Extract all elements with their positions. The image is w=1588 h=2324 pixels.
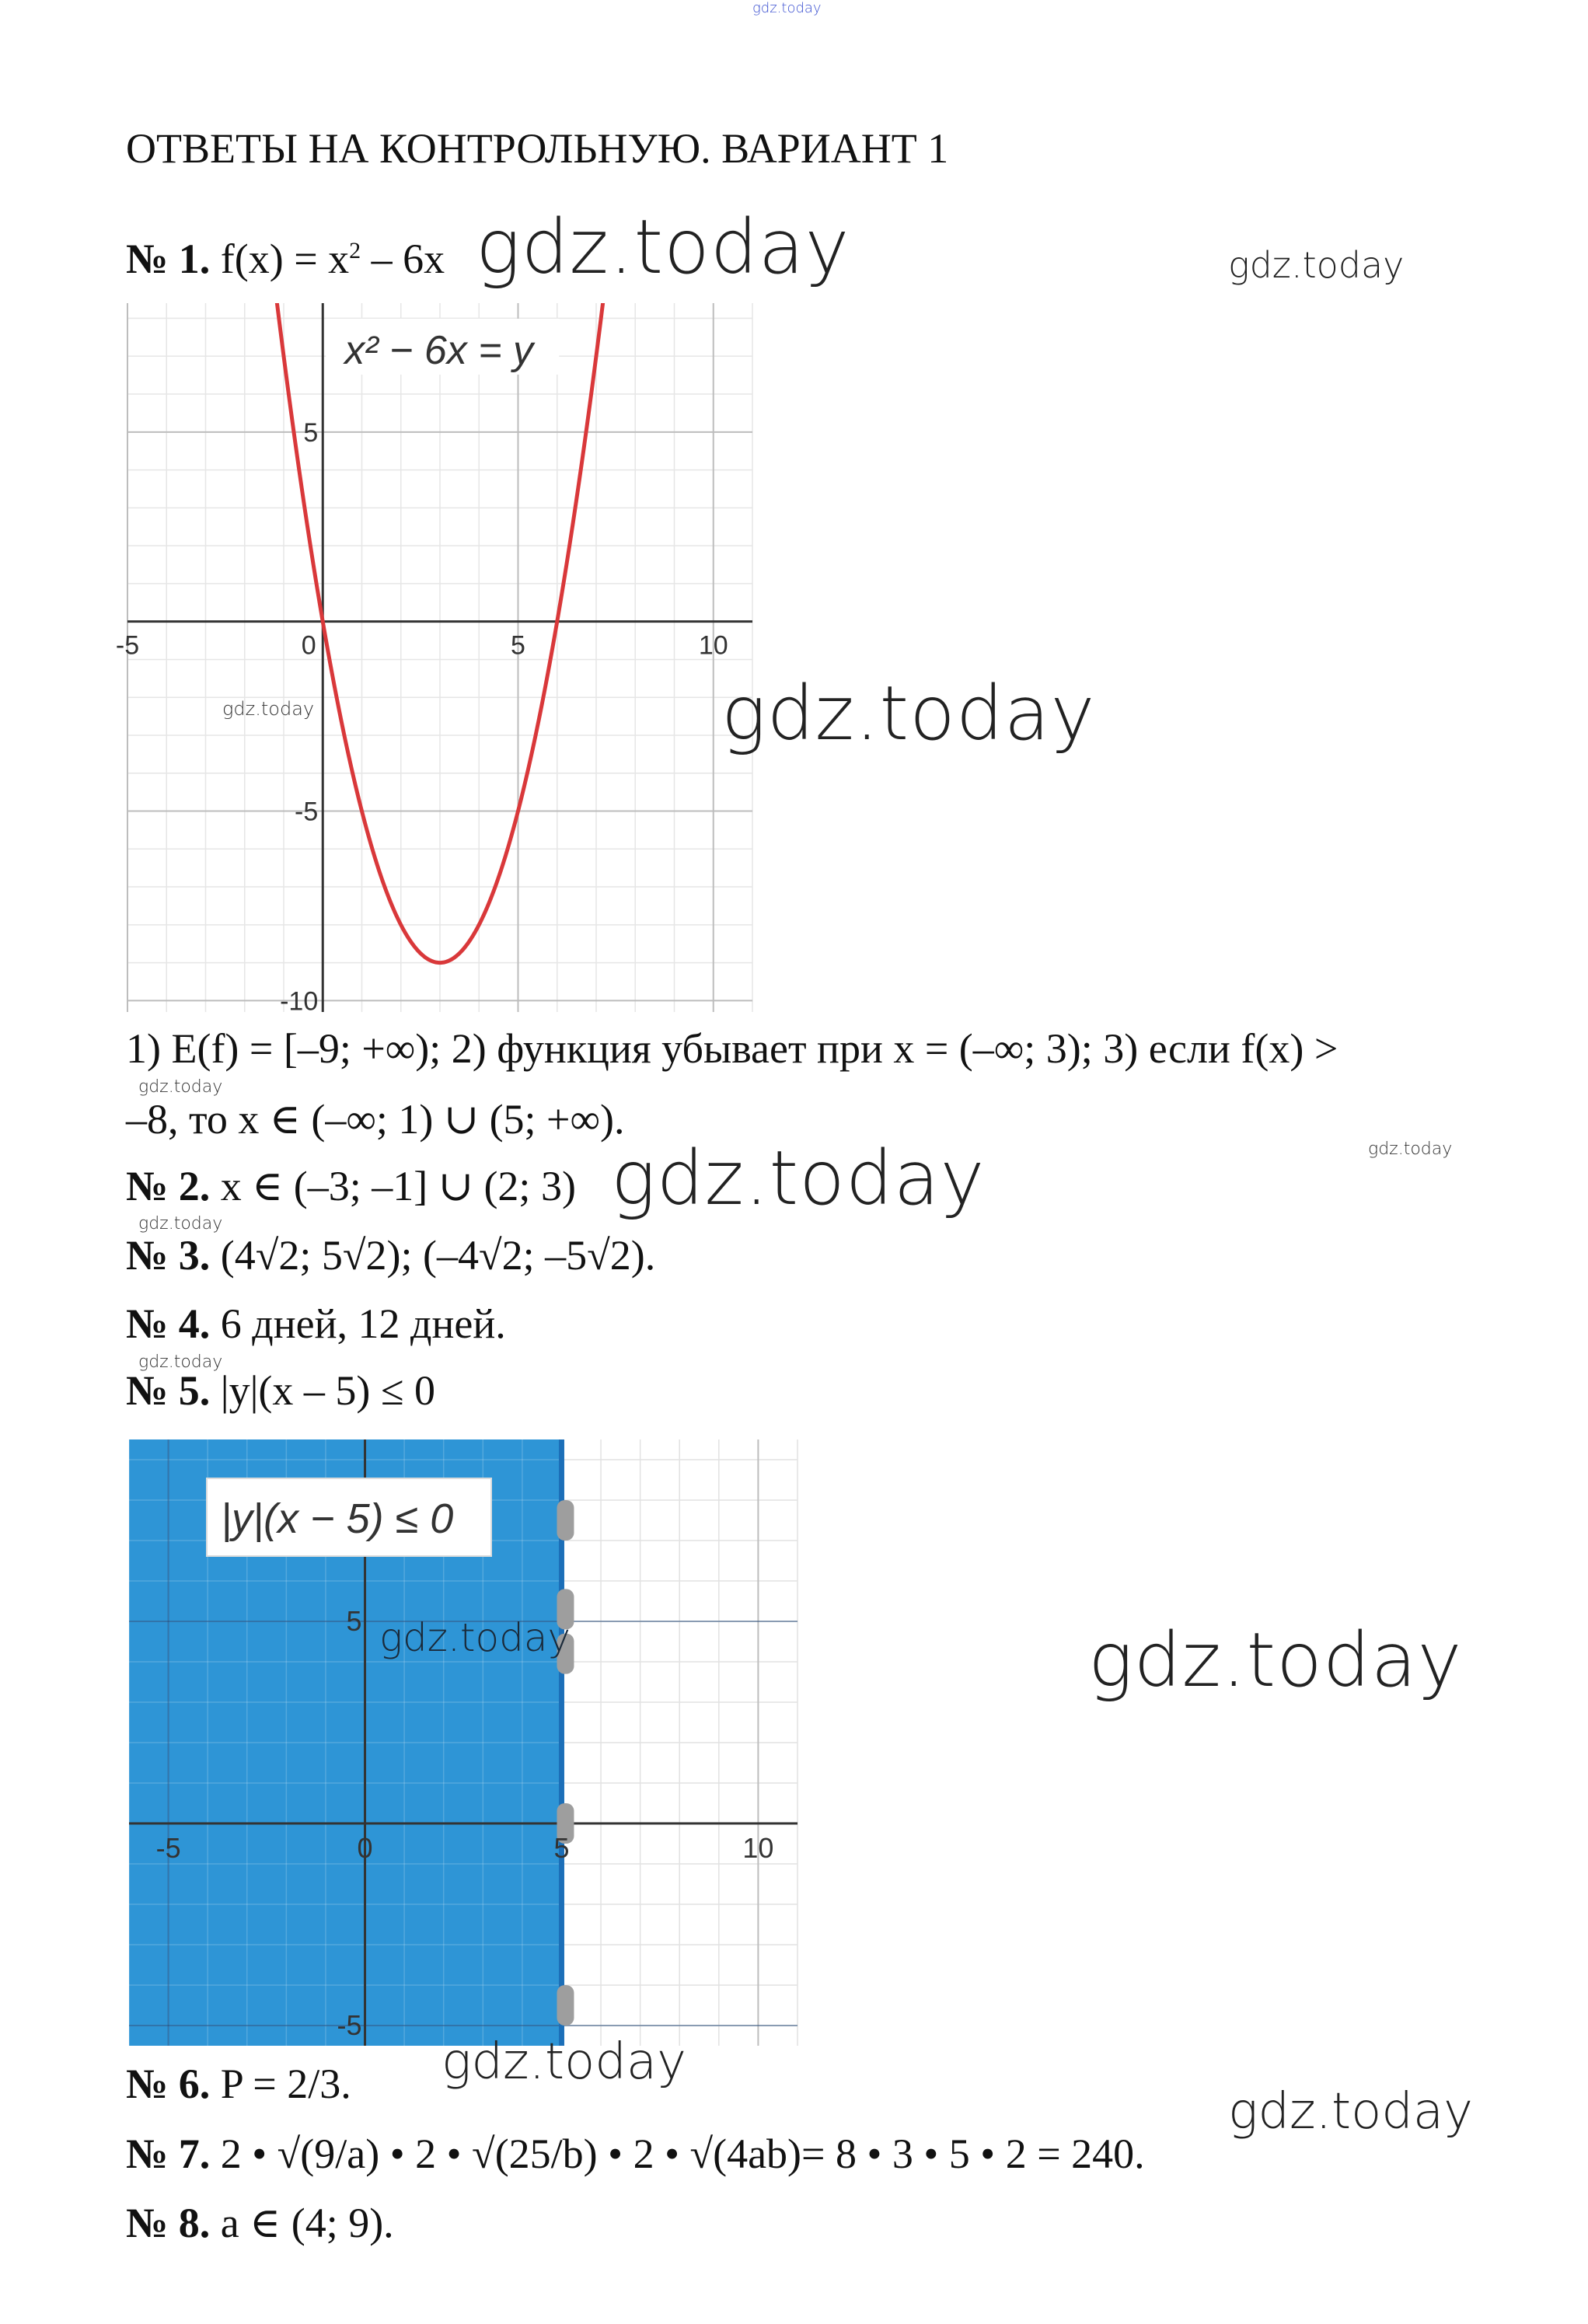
chart-2-x-tick-label: -5 (155, 1832, 181, 1864)
problem-2-number: № 2. (126, 1163, 211, 1209)
problem-1-expression-end: – 6x (361, 236, 445, 282)
watermark-10: gdz.today (379, 1615, 571, 1660)
problem-1-expression-start: f(x) = x (220, 236, 350, 282)
watermark-13: gdz.today (1228, 2083, 1473, 2141)
chart-2-x-tick-label: 10 (742, 1832, 774, 1864)
watermark-6: gdz.today (1368, 1139, 1453, 1159)
chart-2-y-tick-label: -5 (337, 2009, 362, 2041)
problem-3 (126, 1231, 655, 1279)
problem-5 (126, 1366, 435, 1415)
problem-7-number: № 7. (126, 2130, 211, 2177)
chart-2-title: |y|(x − 5) ≤ 0 (221, 1495, 454, 1542)
chart-1-y-tick-label: 5 (303, 417, 319, 448)
inequality-region-chart (129, 1439, 797, 2046)
problem-4-answer: 6 дней, 12 дней. (220, 1300, 506, 1347)
chart-1-y-tick-label: -5 (295, 797, 319, 827)
problem-1-heading (126, 235, 445, 283)
top-watermark: gdz.today (752, 0, 822, 16)
chart-2-x-tick-label: 0 (357, 1832, 373, 1864)
problem-7 (126, 2130, 1145, 2178)
problem-4-number: № 4. (126, 1300, 211, 1347)
problem-6-answer: P = 2/3. (220, 2061, 351, 2107)
chart-1-x-tick-label: -5 (115, 630, 140, 661)
boundary-handle (557, 1985, 574, 2026)
page-title: ОТВЕТЫ НА КОНТРОЛЬНУЮ. ВАРИАНТ 1 (126, 125, 949, 172)
watermark-9: gdz.today (138, 1352, 223, 1372)
watermark-8: gdz.today (138, 1214, 223, 1234)
chart-1-title: x² − 6x = y (344, 328, 534, 373)
watermark-1: gdz.today (476, 204, 850, 291)
problem-8-answer: a ∈ (4; 9). (220, 2200, 394, 2246)
answer-1-line-1: 1) E(f) = [–9; +∞); 2) функция убывает при x = (–∞; 3); 3) если f(x) > (126, 1025, 1338, 1072)
chart-2-y-tick-label: 5 (346, 1605, 362, 1637)
problem-8 (126, 2198, 394, 2247)
problem-5-number: № 5. (126, 1367, 211, 1414)
problem-3-number: № 3. (126, 1232, 211, 1279)
watermark-12: gdz.today (441, 2033, 686, 2091)
problem-3-answer: (4√2; 5√2); (–4√2; –5√2). (220, 1232, 656, 1279)
problem-5-answer: |y|(x – 5) ≤ 0 (220, 1367, 435, 1414)
chart-1-y-tick-label: -10 (280, 986, 319, 1017)
problem-6-number: № 6. (126, 2061, 211, 2107)
problem-8-number: № 8. (126, 2200, 211, 2246)
parabola-chart (115, 303, 752, 1017)
chart-1-x-tick-label: 10 (698, 630, 728, 661)
watermark-2: gdz.today (1228, 244, 1405, 286)
chart-1-x-tick-label: 0 (301, 630, 316, 661)
answer-1-line-2: –8, то x ∈ (–∞; 1) ∪ (5; +∞). (126, 1096, 625, 1143)
watermark-3: gdz.today (222, 698, 315, 720)
problem-6 (126, 2060, 351, 2108)
chart-2-x-tick-label: 5 (553, 1832, 570, 1864)
boundary-handle (557, 1500, 574, 1541)
problem-4 (126, 1300, 506, 1348)
problem-7-answer: 2 • √(9/a) • 2 • √(25/b) • 2 • √(4ab)= 8 • 3 • 5 • 2 = 240. (220, 2130, 1145, 2177)
watermark-5: gdz.today (138, 1077, 223, 1097)
watermark-11: gdz.today (1088, 1617, 1463, 1704)
watermark-4: gdz.today (721, 670, 1096, 757)
problem-1-number: № 1. (126, 236, 211, 282)
problem-2-answer: x ∈ (–3; –1] ∪ (2; 3) (220, 1163, 576, 1209)
chart-1-x-tick-label: 5 (511, 630, 525, 661)
watermark-7: gdz.today (611, 1135, 986, 1222)
problem-2 (126, 1161, 576, 1210)
problem-1-exponent: 2 (349, 238, 361, 263)
